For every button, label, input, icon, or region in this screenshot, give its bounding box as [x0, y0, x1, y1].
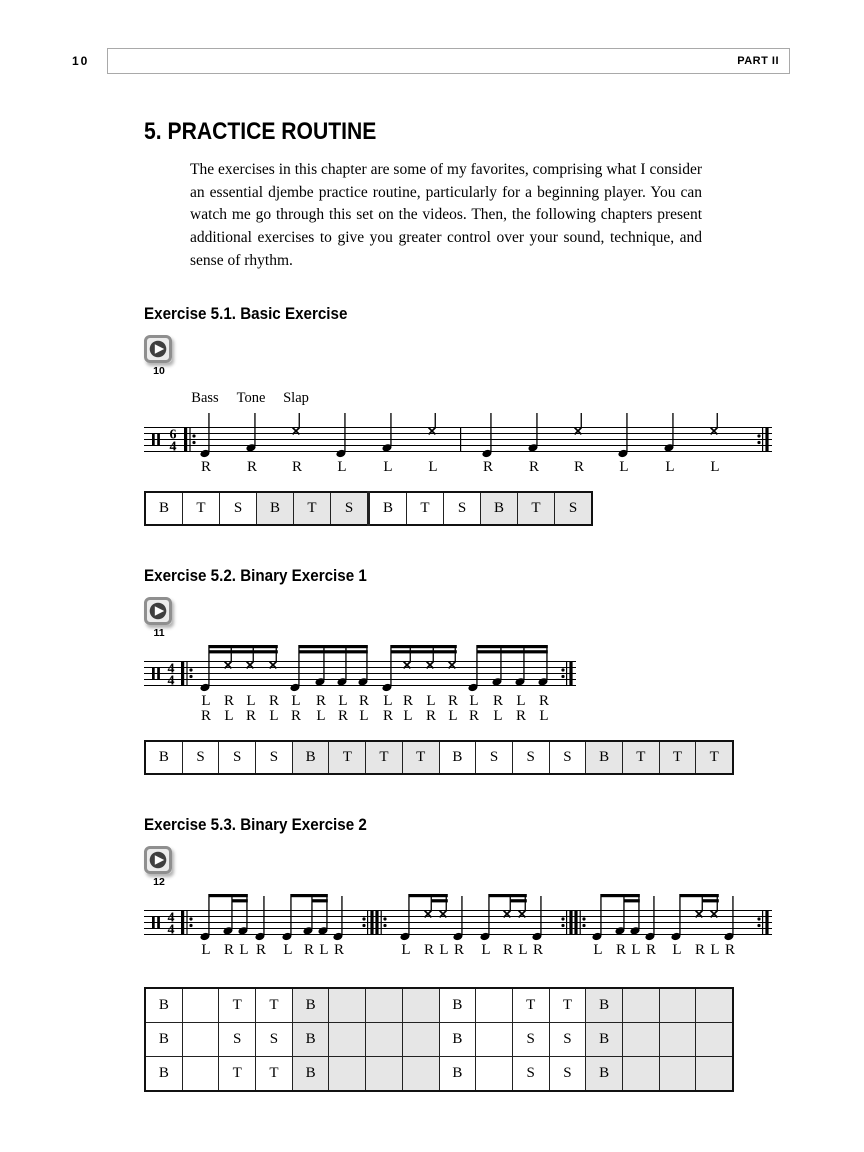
- grid-cell: [182, 1057, 219, 1092]
- grid-cell: T: [219, 988, 256, 1023]
- grid-cell: [659, 1057, 696, 1092]
- grid-cell: S: [555, 492, 593, 525]
- sticking-letter: R: [694, 942, 706, 959]
- sticking-letter: L: [403, 708, 413, 725]
- sticking-letter: R: [291, 459, 303, 476]
- video-number: 10: [153, 365, 165, 378]
- grid-cell: S: [182, 741, 219, 774]
- grid-cell: S: [256, 741, 293, 774]
- grid-cell: [366, 1023, 403, 1057]
- part-label: PART II: [737, 55, 779, 67]
- notation-staff: [144, 407, 864, 463]
- sticking-letter: L: [428, 459, 438, 476]
- sticking-letter: L: [383, 693, 393, 710]
- exercise-5-1: [144, 305, 864, 526]
- grid-cell: S: [219, 741, 256, 774]
- grid-cell: B: [292, 741, 329, 774]
- sticking-letter: R: [423, 942, 435, 959]
- grid-row: [145, 1057, 733, 1092]
- sticking-letter: L: [338, 693, 348, 710]
- pattern-grid: [144, 987, 734, 1092]
- sticking-letter: L: [469, 693, 479, 710]
- sticking-rows: [144, 694, 576, 727]
- sticking-letter: L: [710, 942, 720, 959]
- grid-cell: S: [331, 492, 369, 525]
- sticking-letter: L: [672, 942, 682, 959]
- sticking-letter: R: [425, 708, 437, 725]
- sticking-letter: R: [402, 693, 414, 710]
- grid-cell: B: [369, 492, 407, 525]
- exercise-heading: Exercise 5.1. Basic Exercise: [144, 305, 348, 324]
- sticking-letter: L: [539, 708, 549, 725]
- grid-cell: [476, 1023, 513, 1057]
- grid-cell: T: [366, 741, 403, 774]
- grid-cell: [402, 1023, 439, 1057]
- grid-cell: S: [220, 492, 257, 525]
- play-video-icon[interactable]: [144, 846, 172, 874]
- sticking-letter: R: [502, 942, 514, 959]
- grid-cell: B: [145, 1023, 182, 1057]
- sticking-letter: R: [303, 942, 315, 959]
- grid-cell: [329, 1023, 366, 1057]
- grid-cell: S: [512, 1057, 549, 1092]
- grid-cell: S: [476, 741, 513, 774]
- grid-cell: T: [402, 741, 439, 774]
- sticking-letter: R: [223, 942, 235, 959]
- grid-cell: T: [256, 988, 293, 1023]
- sticking-letter: L: [710, 459, 720, 476]
- chapter-title: 5. PRACTICE ROUTINE: [144, 118, 377, 145]
- sticking-letter: L: [316, 708, 326, 725]
- grid-cell: B: [586, 1023, 623, 1057]
- grid-cell: [402, 988, 439, 1023]
- sticking-letter: R: [358, 693, 370, 710]
- sticking-row: [144, 943, 772, 961]
- sticking-letter: L: [665, 459, 675, 476]
- tone-label: Tone: [236, 390, 266, 407]
- sticking-letter: L: [269, 708, 279, 725]
- sticking-letter: R: [724, 942, 736, 959]
- grid-cell: B: [439, 1057, 476, 1092]
- grid-cell: T: [518, 492, 555, 525]
- notation-staff: [144, 890, 864, 946]
- play-video-icon[interactable]: [144, 597, 172, 625]
- grid-cell: [476, 1057, 513, 1092]
- grid-cell: B: [145, 492, 183, 525]
- grid-cell: T: [696, 741, 733, 774]
- sticking-letter: L: [518, 942, 528, 959]
- grid-cell: B: [257, 492, 294, 525]
- sticking-letter: L: [493, 708, 503, 725]
- pattern-grid: [144, 491, 593, 526]
- grid-cell: S: [549, 741, 586, 774]
- sticking-letter: R: [223, 693, 235, 710]
- sticking-letter: R: [200, 708, 212, 725]
- sticking-letter: L: [426, 693, 436, 710]
- grid-cell: B: [481, 492, 518, 525]
- sticking-letter: L: [246, 693, 256, 710]
- sticking-letter: R: [615, 942, 627, 959]
- video-chip: [144, 846, 178, 888]
- video-chip: [144, 597, 178, 639]
- page-number: 10: [72, 54, 90, 68]
- grid-cell: T: [329, 741, 366, 774]
- sticking-letter: R: [315, 693, 327, 710]
- grid-cell: B: [439, 741, 476, 774]
- sticking-letter: L: [593, 942, 603, 959]
- grid-cell: B: [292, 1057, 329, 1092]
- grid-cell: [366, 1057, 403, 1092]
- play-icon-graphic: [144, 597, 172, 625]
- grid-row: [145, 741, 733, 774]
- sticking-letter: R: [538, 693, 550, 710]
- grid-cell: [622, 1057, 659, 1092]
- grid-cell: [659, 1023, 696, 1057]
- sticking-letter: R: [453, 942, 465, 959]
- intro-paragraph: The exercises in this chapter are some of my favorites, comprising what I consider an essential djembe practice routine, particularly for a beginning player. You can watch me go through this set on the videos. Then, the following chapters present additional exercises to give you greater control over your sound, technique, and sense of rhythm.: [190, 161, 702, 269]
- sticking-letter: L: [631, 942, 641, 959]
- grid-cell: T: [407, 492, 444, 525]
- grid-cell: [329, 988, 366, 1023]
- grid-cell: B: [586, 988, 623, 1023]
- notation-staff: [144, 641, 864, 697]
- sticking-letter: L: [283, 942, 293, 959]
- pattern-grid: [144, 740, 734, 775]
- sticking-letter: R: [515, 708, 527, 725]
- video-number: 11: [153, 627, 165, 640]
- grid-cell: T: [659, 741, 696, 774]
- grid-cell: B: [145, 988, 182, 1023]
- sticking-row: [144, 460, 772, 478]
- page-content: [144, 118, 864, 1092]
- sticking-letter: L: [516, 693, 526, 710]
- part-label-box: [107, 48, 790, 74]
- exercise-heading: Exercise 5.3. Binary Exercise 2: [144, 816, 367, 835]
- sticking-letter: L: [337, 459, 347, 476]
- staff-svg: [144, 407, 772, 463]
- grid-cell: [696, 1023, 733, 1057]
- sticking-letter: L: [224, 708, 234, 725]
- grid-cell: S: [256, 1023, 293, 1057]
- grid-cell: T: [512, 988, 549, 1023]
- grid-cell: [622, 988, 659, 1023]
- sticking-letter: R: [337, 708, 349, 725]
- sticking-letter: R: [532, 942, 544, 959]
- exercise-heading: Exercise 5.2. Binary Exercise 1: [144, 567, 367, 586]
- play-icon-graphic: [144, 846, 172, 874]
- grid-row: [145, 492, 592, 525]
- grid-cell: B: [292, 988, 329, 1023]
- svg-text:4: 4: [167, 673, 175, 689]
- sticking-letter: R: [573, 459, 585, 476]
- grid-cell: [696, 1057, 733, 1092]
- staff-svg: [144, 890, 772, 946]
- grid-cell: B: [145, 741, 182, 774]
- grid-cell: S: [444, 492, 481, 525]
- play-video-icon[interactable]: [144, 335, 172, 363]
- video-number: 12: [153, 876, 165, 889]
- svg-text:4: 4: [167, 661, 175, 677]
- sticking-letter: L: [619, 459, 629, 476]
- grid-cell: [622, 1023, 659, 1057]
- sticking-letter: R: [290, 708, 302, 725]
- sticking-letter: R: [447, 693, 459, 710]
- grid-cell: T: [256, 1057, 293, 1092]
- grid-cell: [659, 988, 696, 1023]
- grid-cell: [402, 1057, 439, 1092]
- video-chip: [144, 335, 178, 377]
- sticking-letter: L: [319, 942, 329, 959]
- page-header: [72, 0, 790, 74]
- svg-text:6: 6: [169, 427, 177, 443]
- grid-cell: T: [622, 741, 659, 774]
- stroke-name-labels: [144, 390, 772, 407]
- grid-cell: [182, 1023, 219, 1057]
- grid-row: [145, 988, 733, 1023]
- exercise-5-3: [144, 816, 864, 1092]
- sticking-letter: L: [481, 942, 491, 959]
- grid-cell: B: [439, 1023, 476, 1057]
- sticking-letter: R: [645, 942, 657, 959]
- grid-cell: [182, 988, 219, 1023]
- grid-cell: [329, 1057, 366, 1092]
- grid-cell: S: [549, 1057, 586, 1092]
- sticking-letter: L: [201, 942, 211, 959]
- sticking-letter: L: [201, 693, 211, 710]
- grid-cell: T: [219, 1057, 256, 1092]
- sticking-letter: L: [359, 708, 369, 725]
- sticking-letter: L: [291, 693, 301, 710]
- grid-cell: S: [219, 1023, 256, 1057]
- sticking-letter: R: [268, 693, 280, 710]
- grid-cell: T: [294, 492, 331, 525]
- sticking-letter: R: [255, 942, 267, 959]
- grid-cell: B: [145, 1057, 182, 1092]
- grid-cell: T: [183, 492, 220, 525]
- grid-cell: S: [549, 1023, 586, 1057]
- grid-cell: [696, 988, 733, 1023]
- grid-cell: T: [549, 988, 586, 1023]
- sticking-letter: L: [448, 708, 458, 725]
- sticking-letter: L: [239, 942, 249, 959]
- grid-row: [145, 1023, 733, 1057]
- grid-cell: B: [586, 1057, 623, 1092]
- sticking-letter: R: [492, 693, 504, 710]
- sticking-letter: R: [528, 459, 540, 476]
- grid-cell: [366, 988, 403, 1023]
- sticking-letter: L: [439, 942, 449, 959]
- sticking-letter: R: [382, 708, 394, 725]
- sticking-letter: R: [245, 708, 257, 725]
- svg-text:4: 4: [169, 439, 177, 455]
- sticking-letter: L: [383, 459, 393, 476]
- staff-svg: [144, 641, 576, 697]
- sticking-letter: R: [246, 459, 258, 476]
- sticking-letter: R: [200, 459, 212, 476]
- grid-cell: B: [439, 988, 476, 1023]
- svg-text:4: 4: [167, 922, 175, 938]
- slap-label: Slap: [283, 390, 309, 407]
- sticking-letter: R: [468, 708, 480, 725]
- bass-label: Bass: [191, 390, 219, 407]
- sticking-letter: L: [401, 942, 411, 959]
- exercise-5-2: [144, 567, 864, 775]
- grid-cell: [476, 988, 513, 1023]
- svg-text:4: 4: [167, 910, 175, 926]
- grid-cell: B: [586, 741, 623, 774]
- grid-cell: S: [512, 1023, 549, 1057]
- grid-cell: S: [512, 741, 549, 774]
- sticking-letter: R: [482, 459, 494, 476]
- play-icon-graphic: [144, 335, 172, 363]
- grid-cell: B: [292, 1023, 329, 1057]
- sticking-letter: R: [333, 942, 345, 959]
